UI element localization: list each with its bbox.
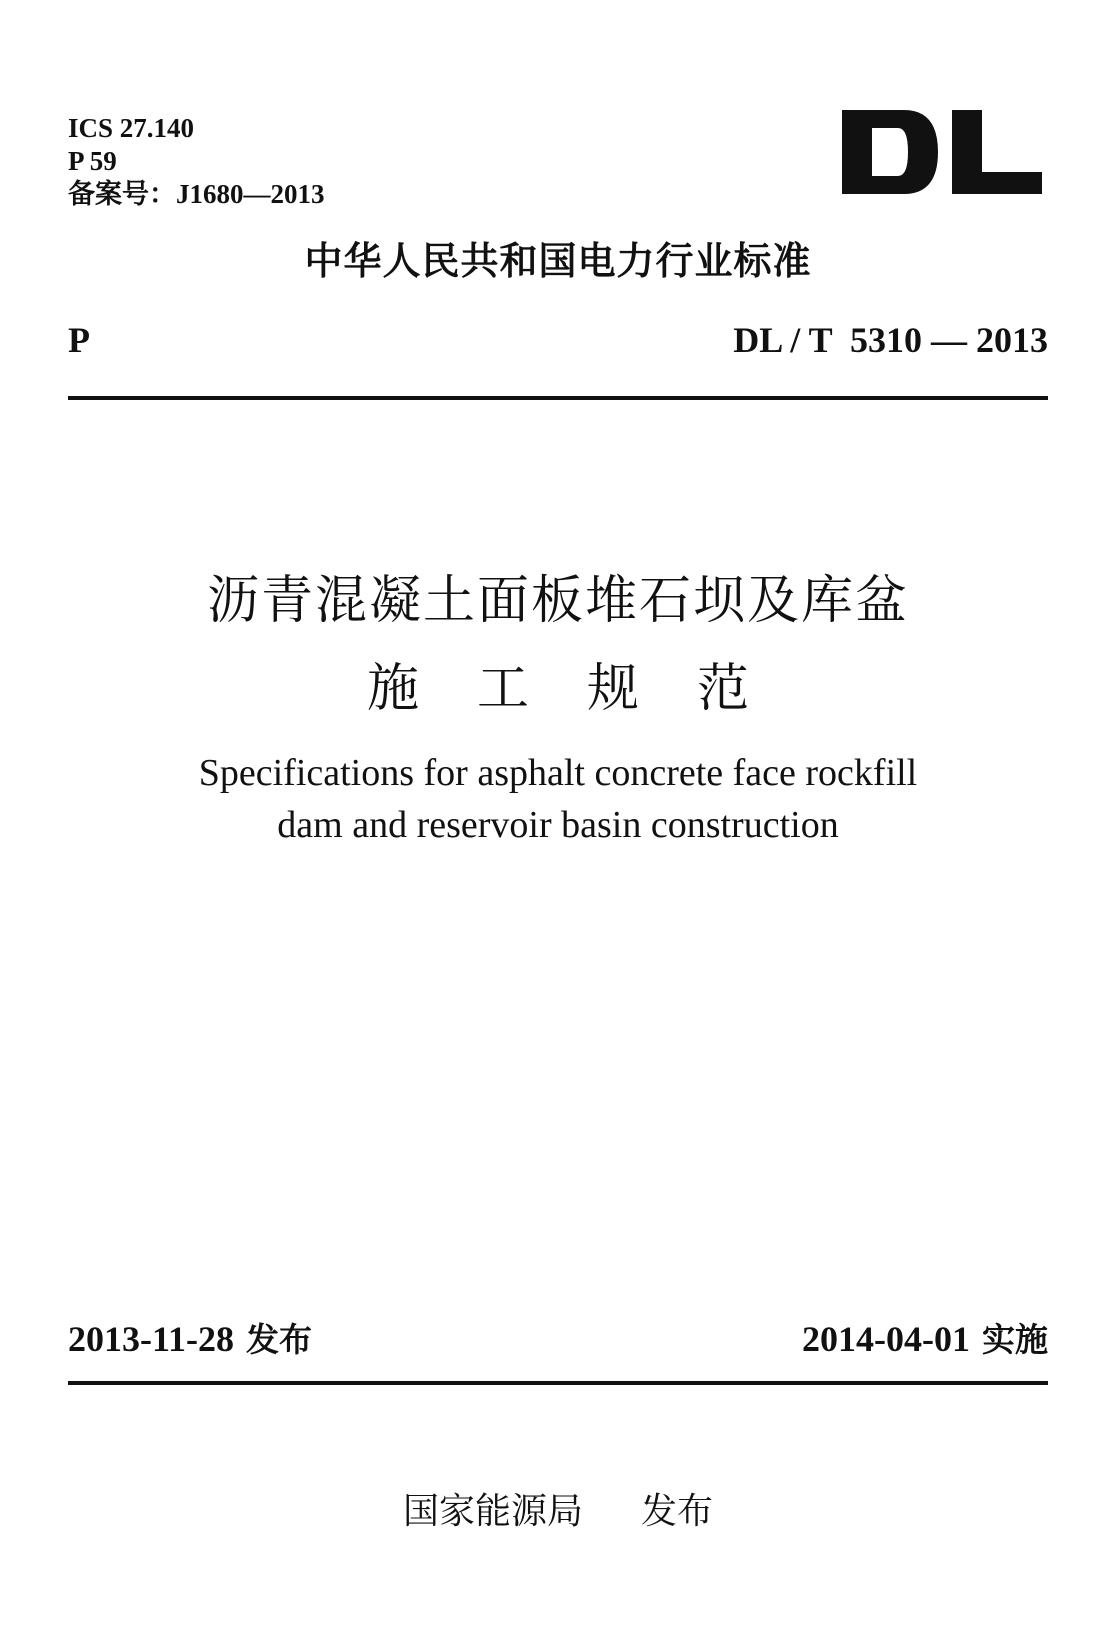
implementation-date: 2014-04-01	[802, 1319, 970, 1359]
filing-number: 备案号：J1680—2013	[68, 179, 325, 209]
issue-date-block	[68, 1316, 312, 1363]
publisher-block	[0, 1488, 1116, 1536]
implementation-label: 实施	[982, 1320, 1048, 1359]
classification-letter: P	[68, 320, 90, 360]
title-chinese-line1: 沥青混凝土面板堆石坝及库盆	[206, 571, 909, 631]
publisher-action: 发布	[641, 1491, 714, 1532]
publisher-name: 国家能源局	[402, 1491, 583, 1532]
top-divider	[68, 396, 1048, 400]
title-english-line1: Specifications for asphalt concrete face rockfill	[198, 752, 918, 794]
ccs-code: P 59	[68, 146, 117, 176]
issue-date: 2013-11-28	[68, 1319, 234, 1359]
title-english-line2: dam and reservoir basin construction	[277, 804, 839, 846]
dl-logo	[842, 104, 1042, 200]
title-chinese-line2: 施工规范	[366, 659, 807, 719]
bottom-divider	[68, 1381, 1048, 1385]
issue-label: 发布	[246, 1320, 312, 1359]
standard-category: 中华人民共和国电力行业标准	[304, 239, 812, 283]
standard-number: DL / T 5310 — 2013	[733, 320, 1048, 360]
implementation-date-block	[802, 1316, 1048, 1363]
ics-code: ICS 27.140	[68, 113, 195, 143]
